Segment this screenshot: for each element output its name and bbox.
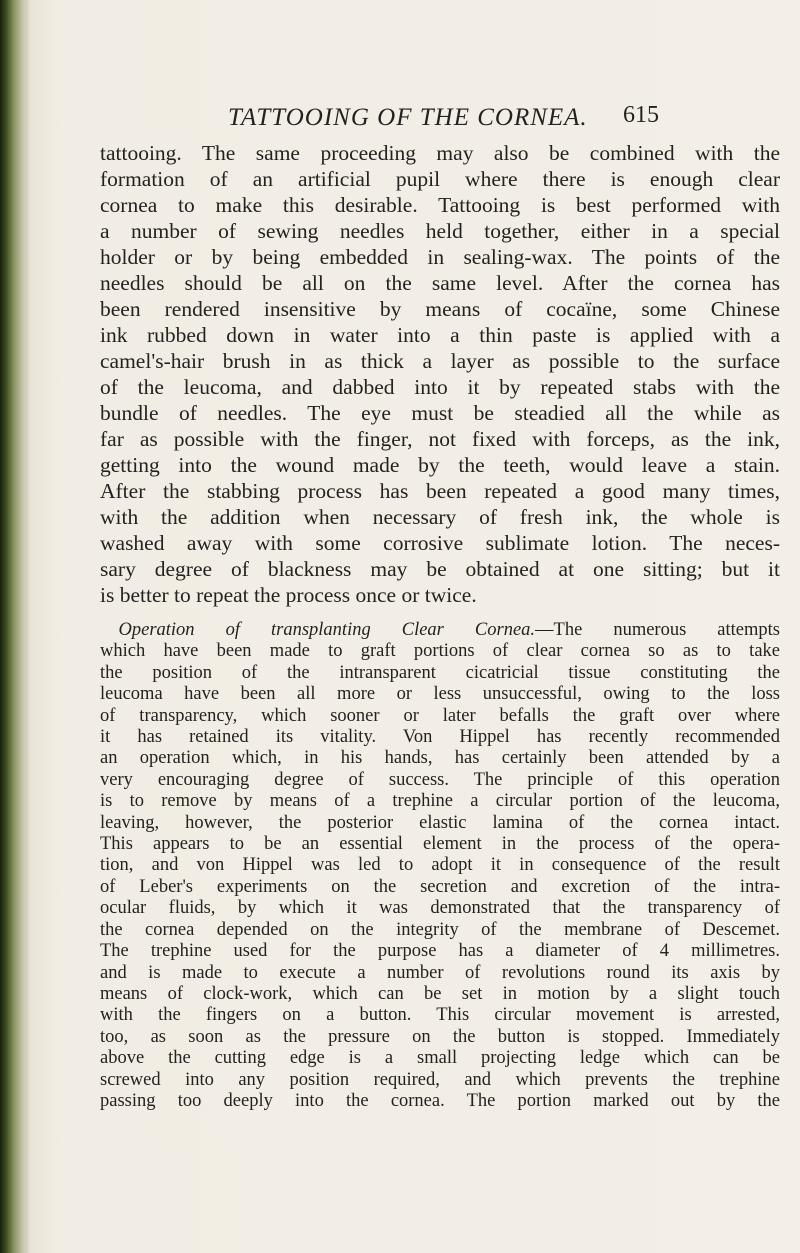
text-line: bundle of needles. The eye must be steadied all the while as xyxy=(100,401,780,425)
section-heading: Operation of transplanting Clear Cornea. xyxy=(118,620,536,640)
text-line: been rendered insensitive by means of cocaïne, some Chinese xyxy=(100,297,780,321)
text-line: far as possible with the finger, not fixed with forceps, as the ink, xyxy=(100,427,780,451)
text-fragment: —The numerous attempts xyxy=(535,620,780,640)
text-line: the position of the intransparent cicatricial tissue constituting the xyxy=(100,662,780,683)
text-line: formation of an artificial pupil where there is enough clear xyxy=(100,167,780,191)
text-line xyxy=(100,620,780,641)
text-line: an operation which, in his hands, has certainly been attended by a xyxy=(100,748,780,769)
text-line: camel's-hair brush in as thick a layer as possible to the surface xyxy=(100,349,780,373)
text-line: a number of sewing needles held together, either in a special xyxy=(100,219,780,243)
text-line: is better to repeat the process once or twice. xyxy=(100,583,477,607)
text-line: cornea to make this desirable. Tattooing is best performed with xyxy=(100,193,780,217)
text-line: leaving, however, the posterior elastic lamina of the cornea intact. xyxy=(100,812,780,833)
text-line: getting into the wound made by the teeth, would leave a stain. xyxy=(100,453,780,477)
text-line: screwed into any position required, and which prevents the trephine xyxy=(100,1069,780,1090)
text-line: This appears to be an essential element in the process of the opera- xyxy=(100,834,780,855)
text-line: of the leucoma, and dabbed into it by repeated stabs with the xyxy=(100,375,780,399)
text-line: of transparency, which sooner or later befalls the graft over where xyxy=(100,705,780,726)
body-text xyxy=(100,140,780,1112)
paragraph-transplanting xyxy=(100,620,780,1112)
running-title: TATTOOING OF THE CORNEA. xyxy=(228,104,588,131)
text-line: tattooing. The same proceeding may also be combined with the xyxy=(100,141,780,165)
text-line: holder or by being embedded in sealing-wax. The points of the xyxy=(100,245,780,269)
text-line: it has retained its vitality. Von Hippel has recently recommended xyxy=(100,727,780,748)
paragraph-tattooing xyxy=(100,140,780,608)
text-line: is to remove by means of a trephine a circular portion of the leucoma, xyxy=(100,791,780,812)
text-line: too, as soon as the pressure on the button is stopped. Immediately xyxy=(100,1026,780,1047)
text-line: ink rubbed down in water into a thin paste is applied with a xyxy=(100,323,780,347)
text-line: very encouraging degree of success. The principle of this operation xyxy=(100,769,780,790)
text-line: above the cutting edge is a small projecting ledge which can be xyxy=(100,1048,780,1069)
text-line: tion, and von Hippel was led to adopt it in consequence of the result xyxy=(100,855,780,876)
text-line: After the stabbing process has been repeated a good many times, xyxy=(100,479,780,503)
page-header xyxy=(228,102,659,140)
text-line: of Leber's experiments on the secretion and excretion of the intra- xyxy=(100,876,780,897)
text-line: washed away with some corrosive sublimate lotion. The neces- xyxy=(100,531,780,555)
page-binding-edge xyxy=(0,0,30,1253)
text-line: passing too deeply into the cornea. The portion marked out by the xyxy=(100,1090,780,1111)
text-line: needles should be all on the same level. After the cornea has xyxy=(100,271,780,295)
text-line: with the fingers on a button. This circular movement is arrested, xyxy=(100,1005,780,1026)
text-line: sary degree of blackness may be obtained at one sitting; but it xyxy=(100,557,780,581)
text-line: which have been made to graft portions of clear cornea so as to take xyxy=(100,641,780,662)
page-number: 615 xyxy=(623,102,659,128)
text-line: the cornea depended on the integrity of the membrane of Descemet. xyxy=(100,919,780,940)
text-line: leucoma have been all more or less unsuccessful, owing to the loss xyxy=(100,684,780,705)
text-line: The trephine used for the purpose has a diameter of 4 millimetres. xyxy=(100,941,780,962)
text-line: means of clock-work, which can be set in motion by a slight touch xyxy=(100,983,780,1004)
text-line: ocular fluids, by which it was demonstrated that the transparency of xyxy=(100,898,780,919)
text-line: and is made to execute a number of revolutions round its axis by xyxy=(100,962,780,983)
text-line: with the addition when necessary of fresh ink, the whole is xyxy=(100,505,780,529)
